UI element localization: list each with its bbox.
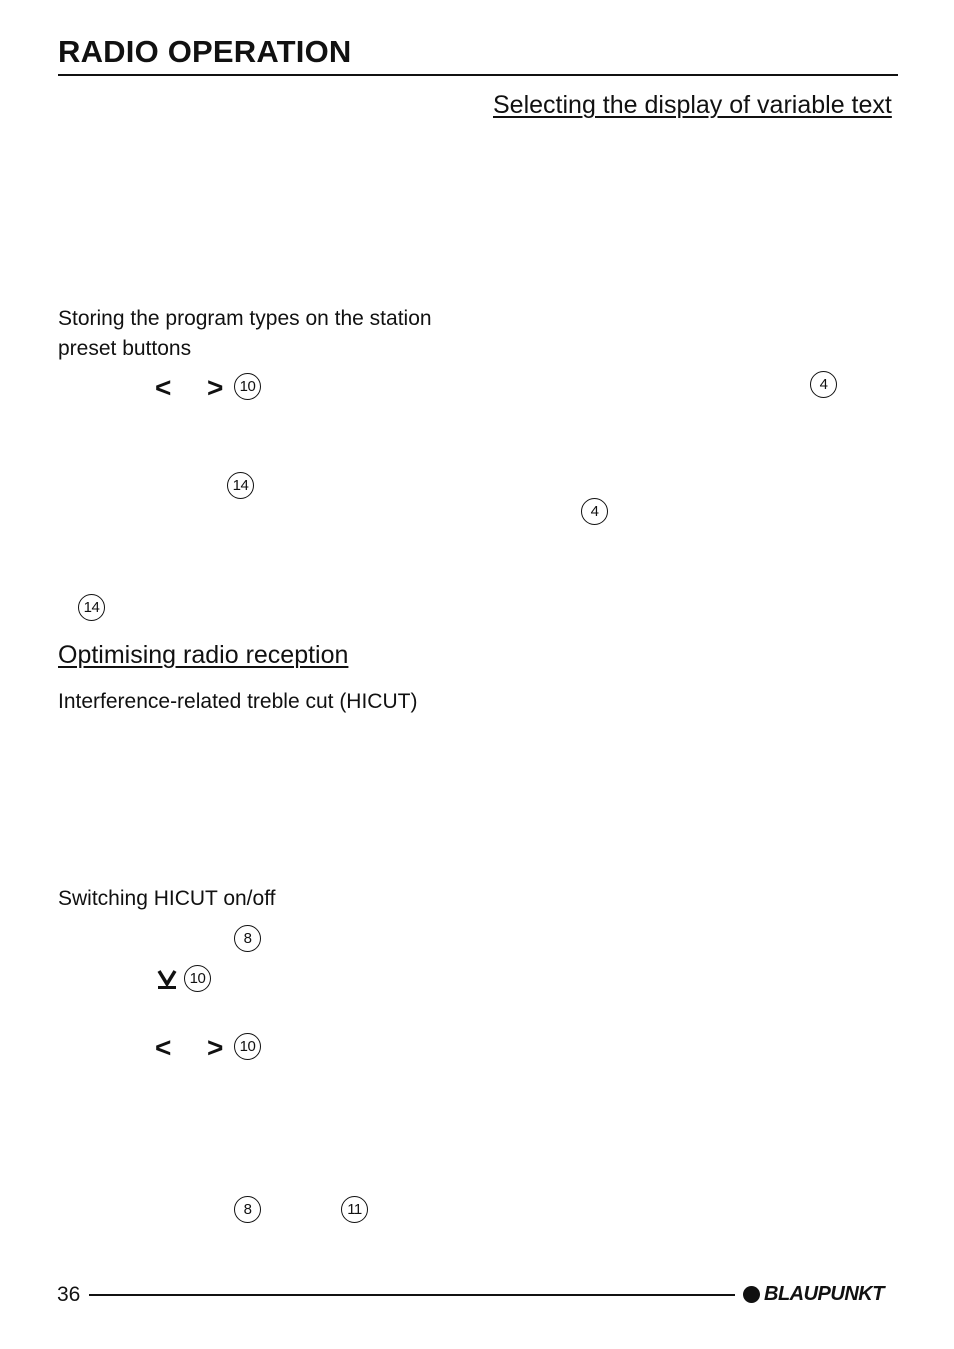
heading-switching-hicut: Switching HICUT on/off [58,887,276,910]
circled-number-4: 4 [581,498,608,525]
page-title: RADIO OPERATION [58,34,352,69]
circled-number-8: 8 [234,925,261,952]
circled-number-10: 10 [234,373,261,400]
arrow-right-symbol: > [207,1032,224,1063]
page-number: 36 [57,1283,81,1306]
circled-number-11: 11 [341,1196,368,1223]
arrow-left-symbol: < [155,372,172,403]
heading-optimising-radio-reception: Optimising radio reception [58,641,349,669]
arrow-left-symbol: < [155,1032,172,1063]
circled-number-10: 10 [184,965,211,992]
heading-interference-treble-cut: Interference-related treble cut (HICUT) [58,690,418,713]
circled-number-10: 10 [234,1033,261,1060]
circled-number-14: 14 [227,472,254,499]
arrow-right-symbol: > [207,372,224,403]
brand-logo [743,1282,884,1306]
title-rule [58,74,898,76]
logo-dot-icon [743,1286,760,1303]
circled-number-14: 14 [78,594,105,621]
brand-name: BLAUPUNKT [764,1283,884,1305]
circled-number-4: 4 [810,371,837,398]
heading-storing-program-types: Storing the program types on the station preset buttons [58,307,432,360]
footer-rule [89,1294,735,1296]
down-arrow-underlined-icon [157,968,177,990]
circled-number-8: 8 [234,1196,261,1223]
heading-selecting-variable-text: Selecting the display of variable text [493,91,892,119]
